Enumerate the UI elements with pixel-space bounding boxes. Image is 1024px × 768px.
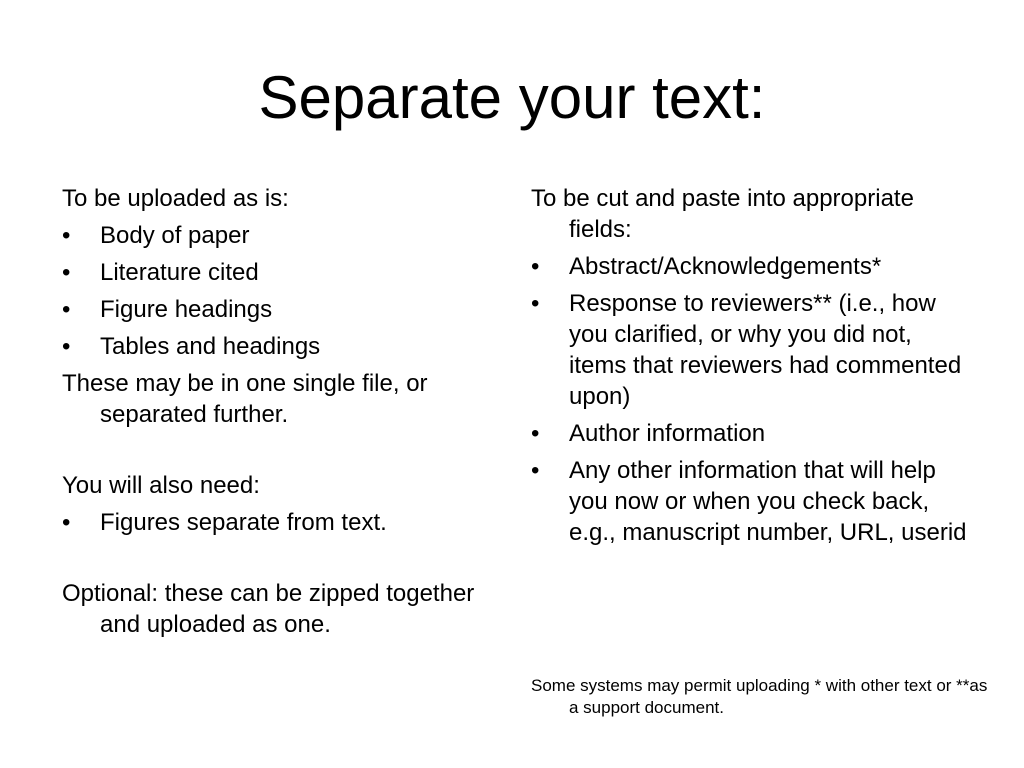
left-column <box>62 183 502 646</box>
list-item <box>62 294 502 325</box>
slide-title: Separate your text: <box>258 64 766 131</box>
list-item-text: Tables and headings <box>100 333 321 360</box>
list-item-text: Abstract/Acknowledgements* <box>569 253 882 280</box>
list-item-text: Response to reviewers** (i.e., how you clarified, or why you did not, items that reviewers had commented upon) <box>569 290 962 410</box>
list-item-text: Author information <box>569 420 766 447</box>
cut-and-paste-heading: To be cut and paste into appropriate fields: <box>531 185 914 243</box>
list-item <box>531 251 971 282</box>
bullet-icon: • <box>62 296 71 323</box>
list-item-text: Body of paper <box>100 222 250 249</box>
list-item-text: Literature cited <box>100 259 259 286</box>
bullet-icon: • <box>62 222 71 249</box>
upload-as-is-heading: To be uploaded as is: <box>62 185 289 212</box>
right-column <box>531 183 971 554</box>
list-item-text: Figures separate from text. <box>100 509 387 536</box>
list-item <box>531 288 971 412</box>
list-item-text: Any other information that will help you now or when you check back, e.g., manuscript number, URL, userid <box>569 457 967 546</box>
bullet-icon: • <box>531 290 540 317</box>
also-need-heading: You will also need: <box>62 472 260 499</box>
bullet-icon: • <box>62 259 71 286</box>
list-item-text: Figure headings <box>100 296 273 323</box>
bullet-icon: • <box>531 457 540 484</box>
list-item <box>531 418 971 449</box>
bullet-icon: • <box>531 253 540 280</box>
bullet-icon: • <box>62 509 71 536</box>
list-item <box>62 257 502 288</box>
list-item <box>62 220 502 251</box>
spacer <box>62 544 502 578</box>
list-item <box>531 455 971 548</box>
footnote: Some systems may permit uploading * with other text or **as a support document. <box>531 676 988 717</box>
list-item <box>62 331 502 362</box>
bullet-icon: • <box>531 420 540 447</box>
spacer <box>62 436 502 470</box>
list-item <box>62 507 502 538</box>
optional-note: Optional: these can be zipped together and uploaded as one. <box>62 580 475 638</box>
single-file-note: These may be in one single file, or separated further. <box>62 370 428 428</box>
bullet-icon: • <box>62 333 71 360</box>
